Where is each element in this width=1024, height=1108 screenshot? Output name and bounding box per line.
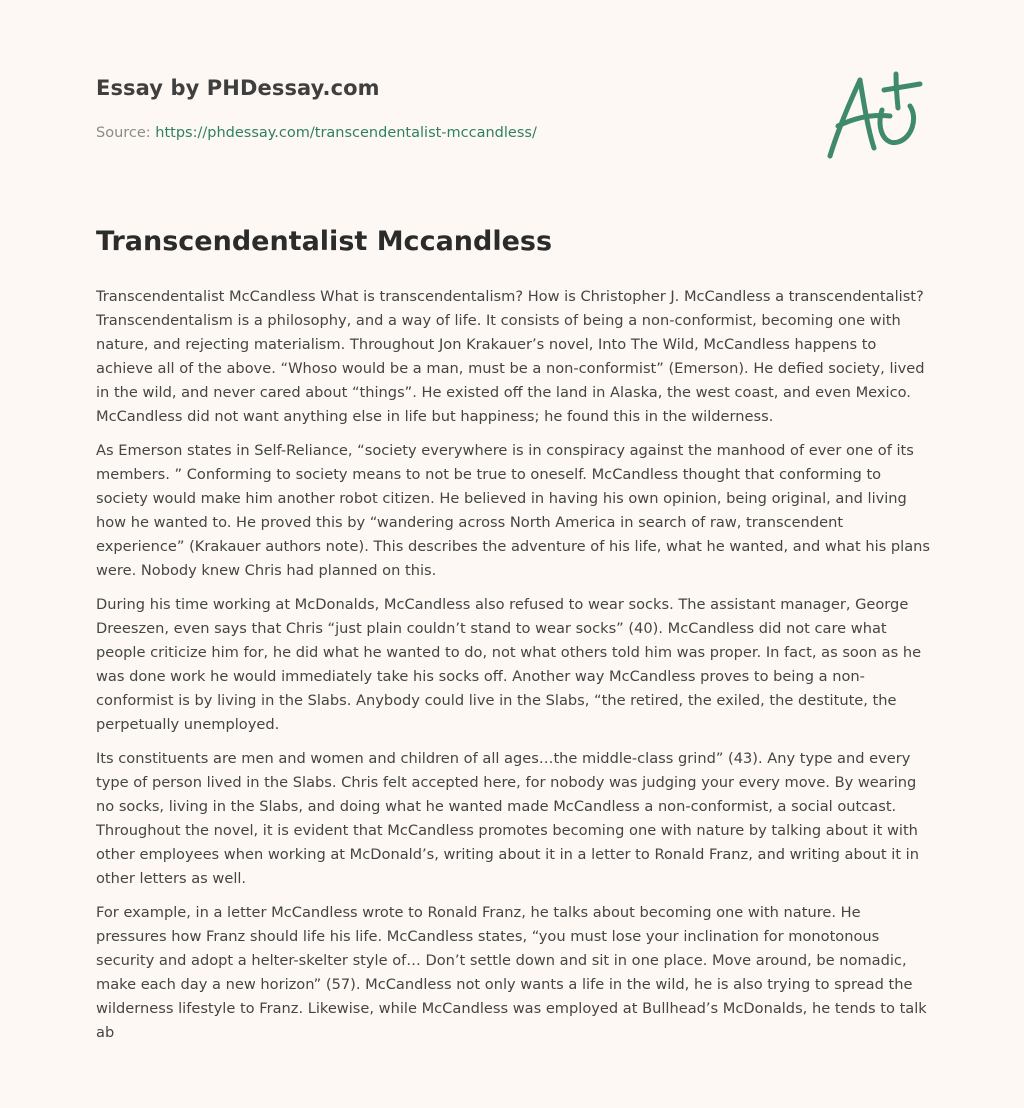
- brand-title: Essay by PHDessay.com: [96, 76, 380, 100]
- source-link[interactable]: https://phdessay.com/transcendentalist-mccandless/: [155, 125, 537, 141]
- source-label: Source:: [96, 125, 156, 141]
- essay-page: [96, 0, 932, 1041]
- essay-body: [96, 285, 932, 1055]
- a-plus-logo-icon: [824, 68, 928, 164]
- page-header: [96, 0, 932, 200]
- essay-paragraph: During his time working at McDonalds, McCandless also refused to wear socks. The assistant manager, George Dreeszen, even says that Chris “just plain couldn’t stand to wear socks” (40). McCandless did not care what people criticize him for, he did what he wanted to do, not what others told him was proper. In fact, as soon as he was done work he would immediately take his socks off. Another way McCandless proves to being a non-conformist is by living in the Slabs. Anybody could live in the Slabs, “the retired, the exiled, the destitute, the perpetually unemployed.: [96, 596, 922, 733]
- essay-paragraph: Transcendentalist McCandless What is transcendentalism? How is Christopher J. McCandless a transcendentalist? Transcendentalism is a philosophy, and a way of life. It consists of being a non-conformist, becoming one with nature, and rejecting materialism. Throughout Jon Krakauer’s novel, Into The Wild, McCandless happens to achieve all of the above. “Whoso would be a man, must be a non-conformist” (Emerson). He defied society, lived in the wild, and never cared about “things”. He existed off the land in Alaska, the west coast, and even Mexico. McCandless did not want anything else in life but happiness; he found this in the wilderness.: [96, 288, 925, 425]
- essay-title: Transcendentalist Mccandless: [96, 226, 553, 257]
- essay-paragraph: Its constituents are men and women and children of all ages…the middle-class grind” (43). Any type and every type of person lived in the Slabs. Chris felt accepted here, for nobody was judging your every move. By wearing no socks, living in the Slabs, and doing what he wanted made McCandless a non-conformist, a social outcast. Throughout the novel, it is evident that McCandless promotes becoming one with nature by talking about it with other employees when working at McDonald’s, writing about it in a letter to Ronald Franz, and writing about it in other letters as well.: [96, 750, 919, 887]
- essay-paragraph: As Emerson states in Self-Reliance, “society everywhere is in conspiracy against the manhood of ever one of its members. ” Conforming to society means to not be true to oneself. McCandless thought that conforming to society would make him another robot citizen. He believed in having his own opinion, being original, and living how he wanted to. He proved this by “wandering across North America in search of raw, transcendent experience” (Krakauer authors note). This describes the adventure of his life, what he wanted, and what his plans were. Nobody knew Chris had planned on this.: [96, 442, 931, 579]
- essay-paragraph: For example, in a letter McCandless wrote to Ronald Franz, he talks about becoming one with nature. He pressures how Franz should life his life. McCandless states, “you must lose your inclination for monotonous security and adopt a helter-skelter style of… Don’t settle down and sit in one place. Move around, be nomadic, make each day a new horizon” (57). McCandless not only wants a life in the wild, he is also trying to spread the wilderness lifestyle to Franz. Likewise, while McCandless was employed at Bullhead’s McDonalds, he tends to talk ab: [96, 904, 927, 1041]
- source-line: [96, 125, 537, 141]
